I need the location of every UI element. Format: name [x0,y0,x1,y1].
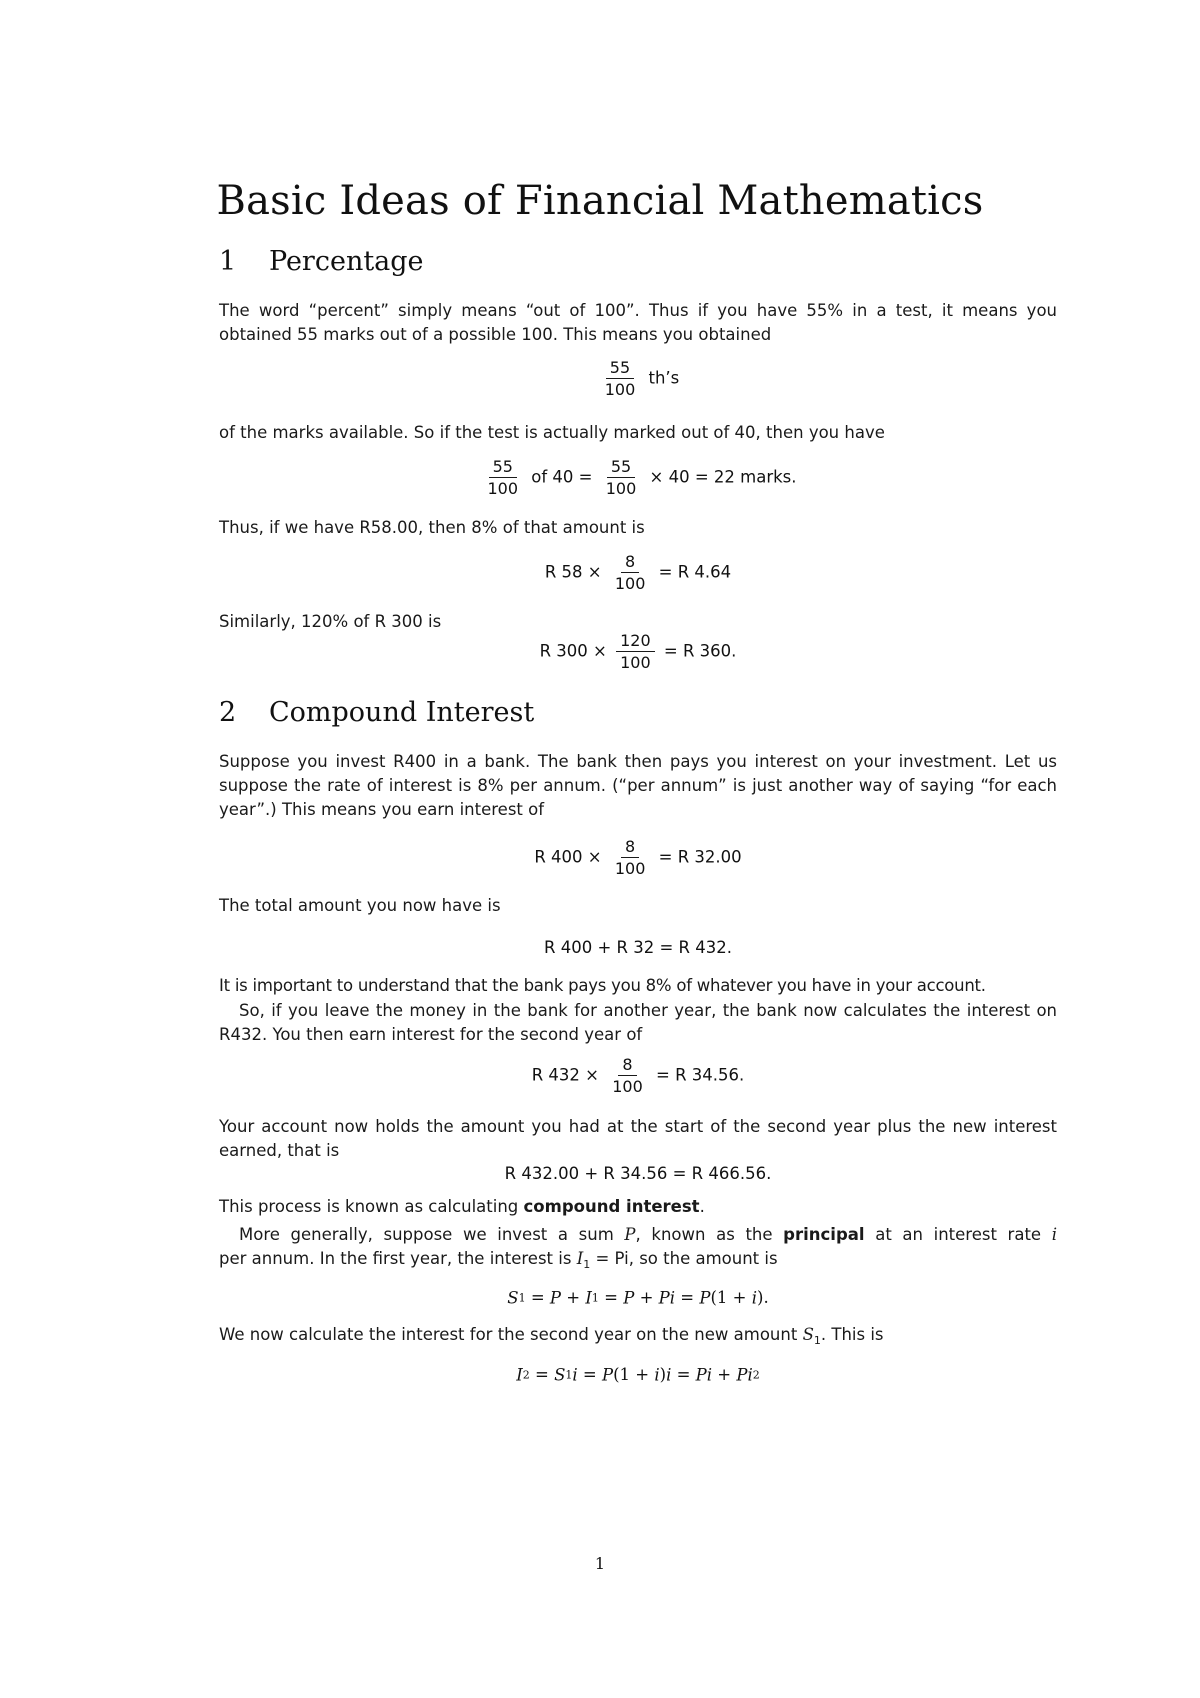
term-principal: principal [783,1225,865,1244]
section-title: Percentage [269,246,424,277]
paragraph: More generally, suppose we invest a sum P, known as the principal at an interest rate i per annum. In the first year, the interest is $I_1 = Pi$, so the amount is [219,1225,1057,1271]
section-heading-percentage [219,246,424,277]
paragraph: It is important to understand that the bank pays you 8% of whatever you have in your account. [219,976,986,995]
term-compound-interest: compound interest [523,1197,700,1216]
fraction: $\frac{55}{100}$ [604,358,636,399]
equation-s1: S1 = P + I1 = P + Pi = P(1 + i). [507,1288,769,1308]
paragraph: of the marks available. So if the test is actually marked out of 40, then you have [219,423,885,442]
paragraph: The total amount you now have is [219,896,501,915]
fraction: $\frac{8}{100}$ [614,552,646,593]
page-number: 1 [594,1554,606,1573]
equation-sum: R 432.00 + R 34.56 = R 466.56. [504,1164,772,1183]
fraction: $\frac{8}{100}$ [614,837,646,878]
paragraph: Suppose you invest R400 in a bank. The bank then pays you interest on your investment. Let us suppose the rate of interest is 8% per annum. (“per annum” is just another way of saying “for each year”.) This means you earn interest of [219,752,1057,819]
fraction: $\frac{120}{100}$ [616,631,655,672]
paragraph: We now calculate the interest for the second year on the new amount $S_1$. This is [219,1325,884,1347]
equation-i2: I2 = S1i = P(1 + i)i = Pi + Pi2 [516,1365,760,1385]
equation-r58: R 58 × $\frac{8}{100}$ = R 4.64 [544,552,732,593]
equation-r432: R 432 × $\frac{8}{100}$ = R 34.56. [531,1055,745,1096]
paragraph: So, if you leave the money in the bank for another year, the bank now calculates the interest on R432. You then earn interest for the second year of [219,1001,1057,1044]
document-title: Basic Ideas of Financial Mathematics [216,178,984,224]
fraction: $\frac{55}{100}$ [605,457,637,498]
equation-marks: $\frac{55}{100}$ of 40 = $\frac{55}{100}$ × 40 = 22 marks. [0,457,1200,498]
equation-r300: R 300 × $\frac{120}{100}$ = R 360. [539,631,737,672]
fraction: $\frac{55}{100}$ [487,457,519,498]
paragraph: This process is known as calculating compound interest. [219,1197,705,1216]
equation-r400: R 400 × $\frac{8}{100}$ = R 32.00 [534,837,742,878]
paragraph: Your account now holds the amount you had at the start of the second year plus the new interest earned, that is [219,1117,1057,1160]
paragraph: Thus, if we have R58.00, then 8% of that amount is [219,518,645,537]
equation-total: R 400 + R 32 = R 432. [544,938,732,957]
fraction: $\frac{8}{100}$ [612,1055,643,1096]
paragraph: Similarly, 120% of R 300 is [219,612,442,631]
paragraph: The word “percent” simply means “out of 100”. Thus if you have 55% in a test, it means you obtained 55 marks out of a possible 100. This means you obtained [219,301,1057,344]
equation-55-ths: $\frac{55}{100}$ th’s [0,358,1200,399]
section-number: 2 [219,697,237,728]
section-heading-compound-interest [219,697,534,728]
section-title: Compound Interest [269,697,535,728]
section-number: 1 [219,246,237,277]
